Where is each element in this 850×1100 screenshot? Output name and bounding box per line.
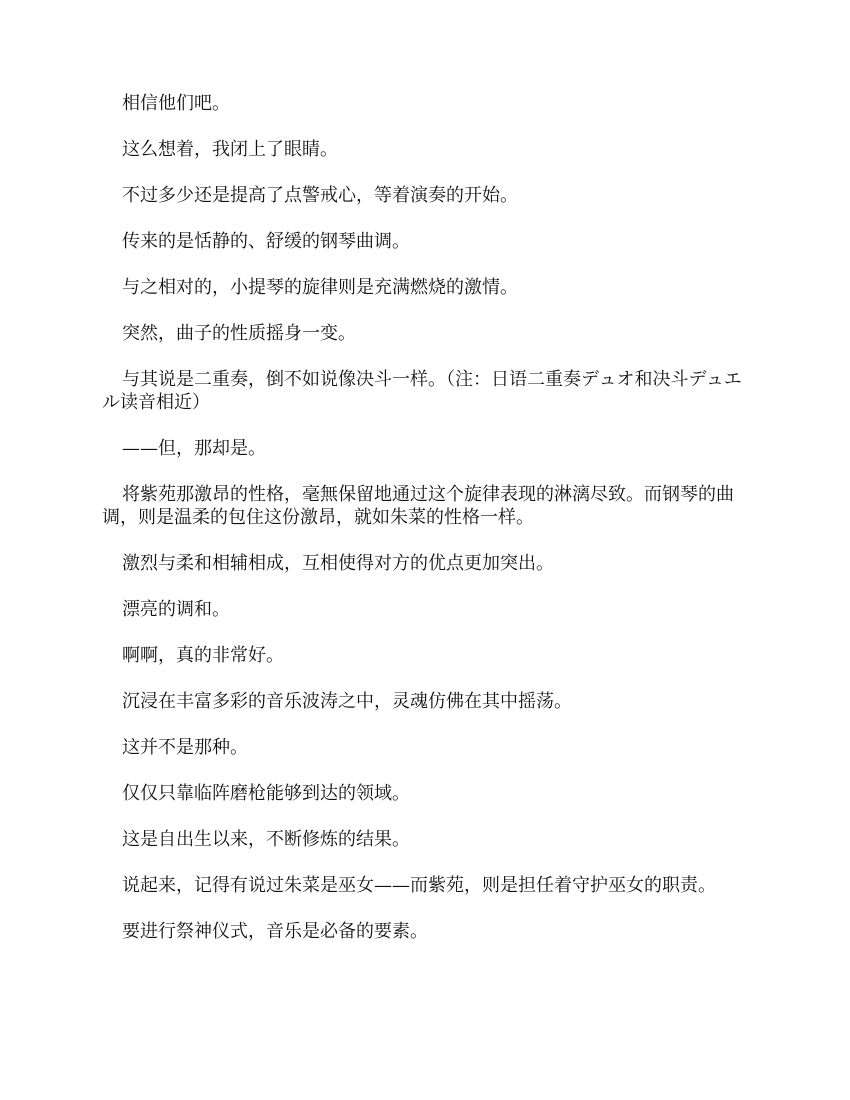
paragraph: 突然，曲子的性质摇身一变。 — [122, 323, 356, 344]
paragraph: ——但，那却是。 — [122, 438, 266, 459]
paragraph: 与其说是二重奏，倒不如说像决斗一样。（注：日语二重奏デュオ和决斗デュエル读音相近） — [102, 369, 742, 413]
paragraph: 传来的是恬静的、舒缓的钢琴曲调。 — [122, 231, 410, 252]
paragraph: 说起来，记得有说过朱菜是巫女——而紫苑，则是担任着守护巫女的职责。 — [122, 875, 716, 896]
paragraph: 相信他们吧。 — [122, 93, 230, 114]
paragraph: 要进行祭神仪式，音乐是必备的要素。 — [122, 921, 428, 942]
paragraph: 漂亮的调和。 — [122, 599, 230, 620]
paragraph: 仅仅只靠临阵磨枪能够到达的领域。 — [122, 783, 410, 804]
paragraph: 与之相对的，小提琴的旋律则是充满燃烧的激情。 — [122, 277, 518, 298]
paragraph: 这是自出生以来，不断修炼的结果。 — [122, 829, 410, 850]
paragraph: 这么想着，我闭上了眼睛。 — [122, 139, 338, 160]
paragraph: 不过多少还是提高了点警戒心，等着演奏的开始。 — [122, 185, 518, 206]
paragraph: 激烈与柔和相辅相成，互相使得对方的优点更加突出。 — [122, 553, 554, 574]
paragraph: 将紫苑那激昂的性格，毫無保留地通过这个旋律表现的淋漓尽致。而钢琴的曲调，则是温柔的包住这份激昂，就如朱菜的性格一样。 — [102, 484, 734, 528]
paragraph: 这并不是那种。 — [122, 737, 248, 758]
document-body — [102, 92, 752, 966]
paragraph: 啊啊，真的非常好。 — [122, 645, 284, 666]
paragraph: 沉浸在丰富多彩的音乐波涛之中，灵魂仿佛在其中摇荡。 — [122, 691, 572, 712]
